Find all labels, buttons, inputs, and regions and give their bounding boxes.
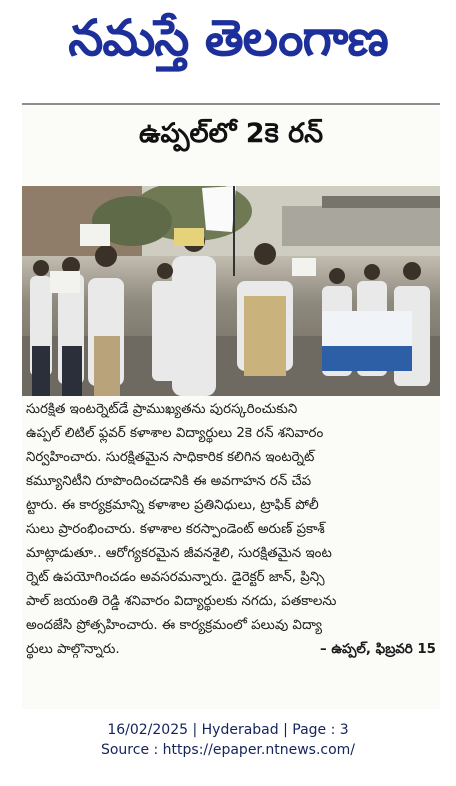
article-line: అందజేసి ప్రోత్సహించారు. ఈ కార్యక్రమంలో పలువు విద్యా [26, 618, 323, 633]
newspaper-masthead: నమస్తే తెలంగాణ [68, 8, 388, 67]
article-last-line [26, 638, 436, 662]
article-line: ర్థులు పాల్గొన్నారు. [26, 642, 120, 657]
article-line: పాల్ జయంతి రెడ్డి శనివారం విద్యార్థులకు నగదు, పతకాలను [26, 594, 337, 609]
clipping-top-rule [22, 103, 440, 105]
article-line: సురక్షిత ఇంటర్నెట్‌డే ప్రాముఖ్యతను పురస్కరించుకుని [26, 402, 298, 417]
article-line: ట్టారు. ఈ కార్యక్రమాన్ని కళాశాల ప్రతినిధులు, ట్రాఫిక్ పోలీ [26, 498, 319, 513]
source-footer [0, 720, 456, 760]
article-line: నిర్వహించారు. సురక్షితమైన సాధికారిక కలిగిన ఇంటర్నెట్ [26, 450, 315, 465]
footer-date-city-page: 16/02/2025 | Hyderabad | Page : 3 [107, 722, 349, 738]
article-headline: ఉప్పల్‌లో 2కె రన్ [138, 118, 324, 149]
footer-source-link[interactable]: Source : https://epaper.ntnews.com/ [100, 742, 356, 758]
article-line: సులు ప్రారంభించారు. కళాశాల కరస్పాండెంట్ అరుణ్ ప్రకాశ్ [26, 522, 325, 537]
news-photo [22, 186, 440, 396]
article-line: మాట్లాడుతూ.. ఆరోగ్యకరమైన జీవనశైలి, సురక్షితమైన ఇంట [26, 546, 332, 561]
article-body [26, 398, 436, 662]
article-line: ఉప్పల్ లిటిల్ ఫ్లవర్ కళాశాల విద్యార్థులు 2కె రన్ శనివారం [26, 426, 324, 441]
article-dateline: – ఉప్పల్, ఫిబ్రవరి 15 [320, 642, 436, 657]
article-line: కమ్యూనిటీని రూపొందించడానికి ఈ అవగాహన రన్ చేప [26, 474, 312, 489]
news-photo-illustration [22, 186, 440, 396]
article-line: ర్నెట్ ఉపయోగించడం అవసరమన్నారు. డైరెక్టర్ జాన్, ప్రిన్సి [26, 570, 325, 585]
